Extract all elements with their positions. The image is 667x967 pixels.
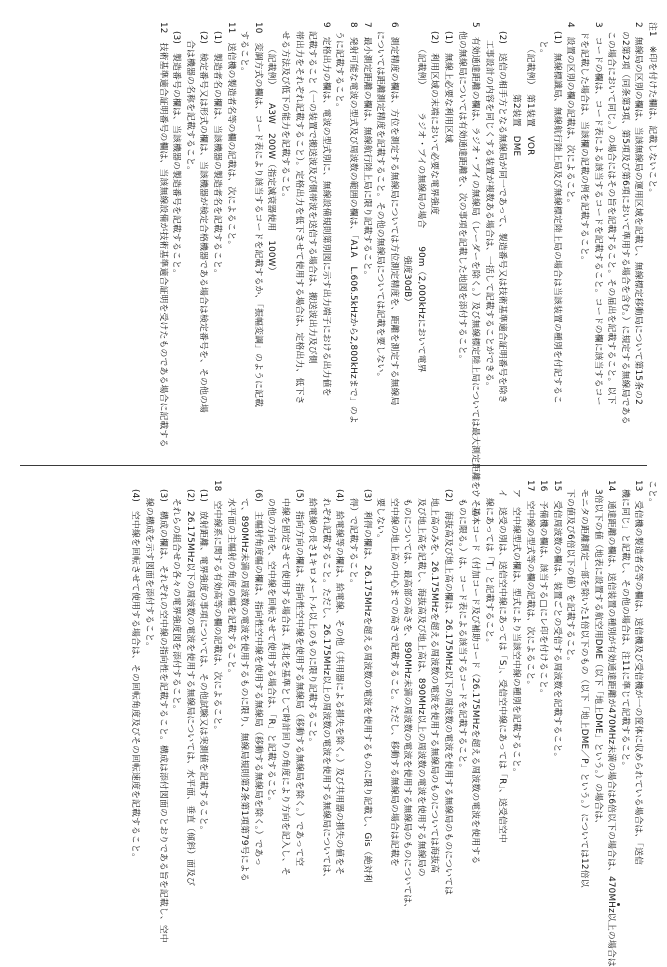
note-line: れぞれ記載すること。ただし、26.175MHz以上の周波数の電波を使用する無線局については、 <box>320 480 331 883</box>
lower-notes-panel <box>18 480 658 967</box>
note-line: 4 設置の区別の欄の記載は、次によること。 <box>565 22 576 208</box>
note-line: (3) 製造番号の欄は、当該機器の製造番号を記載すること。 <box>171 22 182 278</box>
note-line: (2) 海抜高及び地上高の欄は、26.175MHz以下の周波数の電波を使用する無線局のものについては <box>443 480 454 896</box>
note-line: 18 空中線系に関する有効高等の欄の記載は、次によること。 <box>212 480 222 735</box>
note-line: 得）で記載すること。 <box>347 480 358 588</box>
note-line: モニタの距離測定一部を除いた1倍以下のもの（以下「地上DME／P」という。）については12倍以 <box>579 480 590 888</box>
lower-notes-text <box>18 480 658 967</box>
note-line: の2第2項（同条第3項、第5項及び第6項において準用する場合を含む。）に規定する無線局である <box>619 22 630 425</box>
note-line: せる方法及び低下の能力を記載すること。 <box>279 22 290 202</box>
note-line: それらの組合せの各々の電界強度図を添付すること。 <box>171 480 182 714</box>
note-line: 7 最小測定距離の欄は、無線航行陸上局に限り記載すること。 <box>361 22 372 280</box>
note-line: 12 技術基準適合証明番号の欄は、当該無線設備が技術基準適合証明を受けたものである場合に記載する <box>157 22 168 448</box>
note-line: 機に同じ」と記載し、その他の場合は、注11に準じて記載すること。 <box>619 480 630 771</box>
note-line: 下の値及び6倍以下の値）を記載すること。 <box>565 480 576 666</box>
note-line: て、890MHz未満の周波数の電波を使用するものに限り、無線局規則第2条第1項第79号による <box>239 480 250 882</box>
note-line: (4) 給電線等の欄は、給電線、その他（共用器による損失を除く。）及び共用器の損失の値をそ <box>334 480 345 876</box>
note-line: 5 有効通達距離の欄は、ラジオ・ブイの無線局（レーダーを除く。）及び無線標定陸上局については最大測定距離を、その <box>470 22 481 518</box>
upper-notes-text <box>18 22 658 518</box>
note-line: 9 定格出力の欄は、電波の型式別に、無線設備規則第別図に示す出力端子における出力値を <box>320 22 331 397</box>
note-line: こと。 <box>647 480 657 507</box>
note-line: 地上高のみを、26.175MHzを超える周波数の電波を使用する無線局のものについては海抜高 <box>429 480 440 874</box>
note-line: 線にあっては「T」と記載すること。 <box>483 480 494 648</box>
note-line: 要しない。 <box>375 480 386 543</box>
note-line: と。 <box>538 22 549 58</box>
note-line: 第2装置 DME <box>511 22 522 157</box>
note-line: (3) 利得の欄は、26.175MHzを超える周波数の電波を使用するものに限り記載し、Gis（絶対利 <box>361 480 372 883</box>
note-line: (1) 無線上必要な利用区域 <box>443 22 454 144</box>
note-line: この場合において同じ。）の場合にはその旨を記載すること。その届出を記載すること。以下 <box>606 22 617 405</box>
scan-speck <box>617 903 620 906</box>
note-line: (2) 送信の相手方となる無線局が同一であって、製造番号又は技術基準適合証明番号を除き <box>497 22 508 404</box>
note-line: (6) 主幅射角度幅の欄は、指向性空中線を使用する無線局（移動する無線局を除く。）であっ <box>252 480 263 867</box>
note-line: については距離測定精度を記載すること。その他の無線局については記載を要しない。 <box>375 22 386 382</box>
note-line: 11 送信機の製造者名等の欄の記載は、次によること。 <box>225 22 236 250</box>
note-line: 給電線の長さ1キロメートル以上のものに限り記載すること。 <box>307 480 318 747</box>
note-line: (2) 26.175MHz以下の周波数の電波を使用する無線局については、水平面、垂直（傾斜）面及び <box>184 480 195 887</box>
note-line: （記載例） A3W 200W（指定減衰器使用 100W） <box>266 22 277 276</box>
note-line: 他の無線局については有効通達距離を、次の事項を記載した地図を添付すること。 <box>456 22 467 364</box>
note-line: 線の構成を示す図面を添付すること。 <box>144 480 155 651</box>
note-line: 13 受信機の製造者名等の欄は、送信機及び受信機が一の筐体に収められている場合は、「送信 <box>633 480 644 866</box>
note-line: （記載例） 第1装置 VOR <box>524 22 535 156</box>
note-line: (1) 放射距離、電界強度の事項については、その他試験又は実測値を記載すること。 <box>198 480 209 835</box>
note-line: 帯出力をそれぞれ記載すること）。定格出力を低下させて使用する場合は、定格出力、低下さ <box>293 22 304 405</box>
note-line: 工事設計の内容を同じくする装置が複数ある場合は、一括して記載することができる。 <box>483 22 494 391</box>
note-line: 10 変調方式の欄は、コード表により該当するコードを記載するか、「振幅変調」のように記載 <box>252 22 263 408</box>
note-line: (1) 無線標識局、無線航行陸上局及び無線標定陸上局の場合は当該装置の種別を付記するこ <box>551 22 562 404</box>
note-line: ドを記載した場合は、当該欄の記載の例を記載すること。 <box>579 22 590 265</box>
note-line: 17 空中線の型式等の欄の記載は、次によること。 <box>524 480 535 690</box>
note-line: 及び地上高を記載し、海抜高及び地上高は、890MHz以上の周波数の電波を使用する無線局の <box>415 480 426 877</box>
note-line: 合は機器の名称を記載すること。 <box>184 22 195 175</box>
note-line: (2) 検定番号又は形式の欄は、当該機器が検定合格機器である場合は検定番号を、その他の場 <box>198 22 209 413</box>
note-line: の他の方向を、空中線を回転させて使用する場合は、「R」と記載すること。 <box>266 480 277 806</box>
note-line: 14 通達距離の欄は、送信装置の種別が有効通達距離が470MHz未満の場合は6倍以下の場合は、470MHz以上の場合は <box>606 480 617 967</box>
note-line: 3 コードの欄は、コード表による該当するコードを記載すること。コードの欄に該当するコー <box>592 22 603 406</box>
note-line: イ 送受の別は、送信空中線にあっては「S」、受信空中線にあっては「R」、送受信空中 <box>497 480 508 843</box>
note-line: ものに限る。）は、コード表による該当するコードを記載すること。 <box>456 480 467 773</box>
note-line: 注1 ※印を付けた欄は、記載しないこと。 <box>647 22 657 198</box>
note-line: すること。 <box>239 22 250 76</box>
note-line: (2) 利用区域の末端において必要な電界強度 <box>429 22 440 215</box>
note-line: ウ 基本コード（付加コード及び補助コード（26.175MHzを超える周波数の電波を使用する <box>470 480 481 865</box>
note-line: （記載例） ラジオ・ブイの無線局の場合 90m（2,000kHzにおいて電界 <box>415 22 426 373</box>
note-line: うに記載すること。 <box>334 22 345 112</box>
note-line: 記載すること（一の装置で搬送波及び側帯波を送信する場合は、搬送波出力及び側 <box>307 22 318 364</box>
note-line: 中線を固定させて使用する場合は、真北を基準として時計回りの角度により方向を記入し、そ <box>279 480 290 876</box>
note-line: 水平面の主幅射の角度の幅を記載すること。 <box>225 480 236 678</box>
note-line: 6 測定精度の欄は、方位を測定する無線局については方位測定精度を、距離を測定する無線局 <box>388 22 399 406</box>
note-line: (1) 製造者名の欄は、当該機器の製造者名を記載すること。 <box>212 22 222 278</box>
note-line: 2 無線局の区別の欄は、当該無線局の運用区域を記載し、無線標定移動局について第15条の2 <box>633 22 644 405</box>
note-line: 15 受信周波数の欄は、装置ごとの受信する周波数を記載すること。 <box>551 480 562 762</box>
note-line: (5) 指向方向の欄は、指向性空中線を使用する無線局（移動する無線局を除く。）であって空 <box>293 480 304 867</box>
note-line: 16 予備機の欄は、該当する□にレ印を付けること。 <box>538 480 549 699</box>
note-line: 8 発射可能な電波の型式及び周波数の範囲の欄は、「A1A L.606.5kHzから2,800kHzまで」のよ <box>347 22 358 424</box>
note-line: (3) 構成の欄は、それぞれの空中線の指向性を記載すること。構成は添付図面のとおりである旨を記載し、空中 <box>157 480 168 943</box>
note-line: ものについては、最高部の高さを、890MHz未満の周波数の電波を使用する無線局のものについては、 <box>402 480 413 913</box>
upper-notes-panel <box>18 22 658 518</box>
note-line: (4) 空中線を回転させて使用する場合は、その回転角度及びその回転速度を記載すること。 <box>130 480 141 862</box>
page-divider <box>20 465 647 466</box>
note-line: 3倍以下の値（地表に設置する航空用DME（以下「地上DME」という。）の場合は、 <box>592 480 603 829</box>
note-line: 強度30dB） <box>402 22 413 307</box>
note-line: 空中線の地上高の中心までの高さで記載すること。ただし、移動する無線局の場合は記載を <box>388 480 399 867</box>
note-line: ア 空中線型式の欄は、型式により当該空中線の種別を記載すること。 <box>511 480 522 777</box>
